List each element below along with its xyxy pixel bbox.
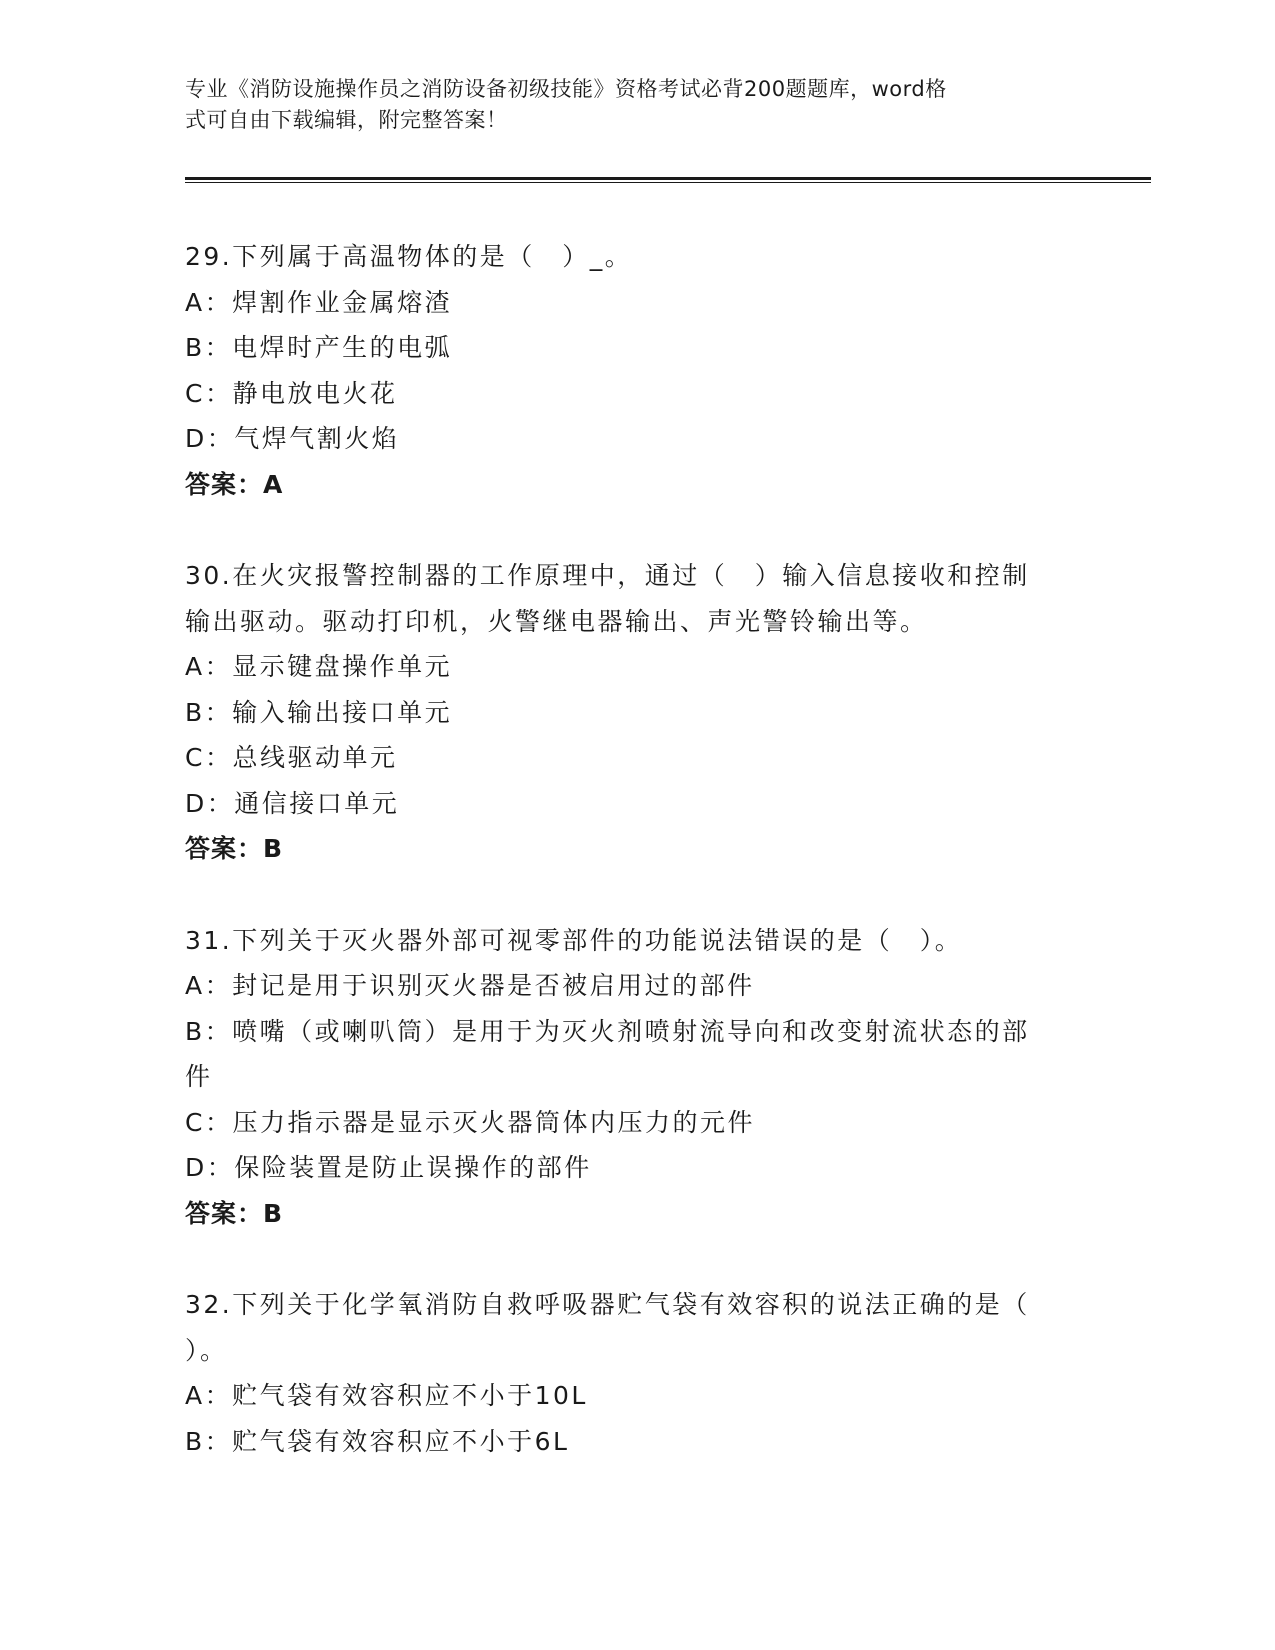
header-divider-thin <box>185 182 1151 183</box>
option-a: A：封记是用于识别灭火器是否被启用过的部件 <box>185 971 755 1000</box>
question-31 <box>185 918 1085 1237</box>
question-text-continued: ）。 <box>185 1335 228 1365</box>
answer-label: 答案：A <box>185 469 284 499</box>
option-a: A：焊割作业金属熔渣 <box>185 287 453 317</box>
answer-label: 答案：B <box>185 1198 284 1228</box>
question-text: 31.下列关于灭火器外部可视零部件的功能说法错误的是（ ）。 <box>185 925 963 955</box>
question-text-continued: 输出驱动。驱动打印机，火警继电器输出、声光警铃输出等。 <box>185 606 928 636</box>
option-d: D：通信接口单元 <box>185 788 400 818</box>
option-b: B：喷嘴（或喇叭筒）是用于为灭火剂喷射流导向和改变射流状态的部 <box>185 1016 1030 1046</box>
option-d: D：保险装置是防止误操作的部件 <box>185 1153 592 1182</box>
header-line-1: 专业《消防设施操作员之消防设备初级技能》资格考试必背200题题库，word格 <box>185 77 947 101</box>
option-d: D：气焊气割火焰 <box>185 424 400 453</box>
question-text: 30.在火灾报警控制器的工作原理中，通过（ ）输入信息接收和控制 <box>185 561 1030 590</box>
option-b: B：贮气袋有效容积应不小于6L <box>185 1426 570 1456</box>
option-b-continued: 件 <box>185 1062 213 1091</box>
document-header <box>185 74 1065 136</box>
option-b: B：输入输出接口单元 <box>185 697 453 727</box>
question-list <box>185 234 1085 1510</box>
question-30 <box>185 553 1085 872</box>
option-a: A：显示键盘操作单元 <box>185 652 453 681</box>
option-b: B：电焊时产生的电弧 <box>185 333 453 362</box>
question-29 <box>185 234 1085 507</box>
option-c: C：静电放电火花 <box>185 378 398 408</box>
option-a: A：贮气袋有效容积应不小于10L <box>185 1381 588 1410</box>
question-text: 32.下列关于化学氧消防自救呼吸器贮气袋有效容积的说法正确的是（ <box>185 1290 1030 1319</box>
question-text: 29.下列属于高温物体的是（ ）_。 <box>185 242 633 271</box>
header-divider-thick <box>185 177 1151 180</box>
header-line-2: 式可自由下载编辑，附完整答案！ <box>185 108 508 132</box>
option-c: C：压力指示器是显示灭火器筒体内压力的元件 <box>185 1107 755 1137</box>
answer-label: 答案：B <box>185 834 284 863</box>
option-c: C：总线驱动单元 <box>185 743 398 772</box>
question-32 <box>185 1282 1085 1464</box>
